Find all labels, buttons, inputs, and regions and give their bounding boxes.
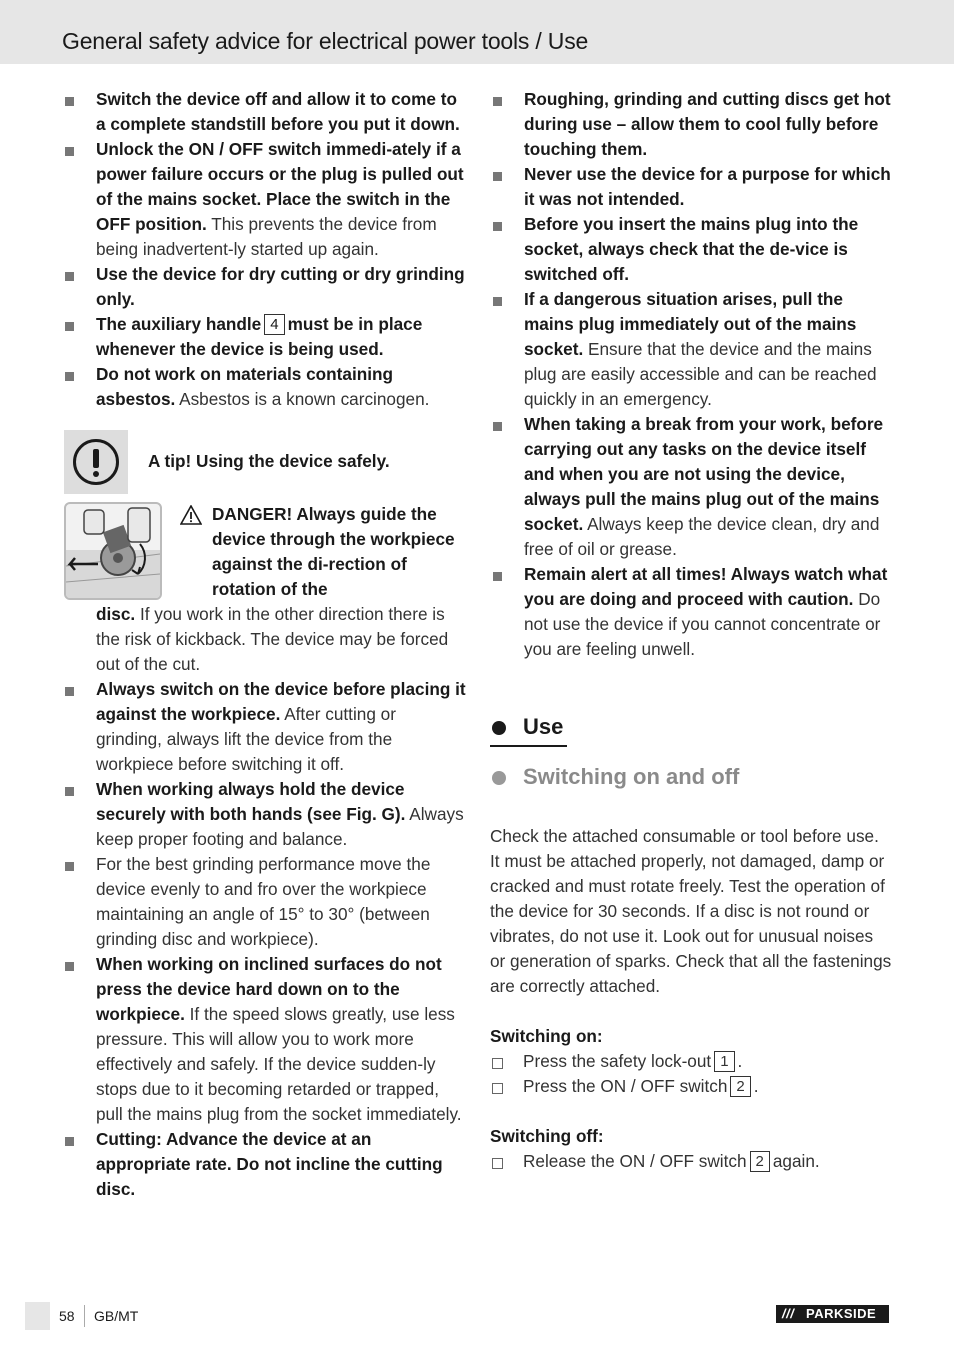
tip-heading [62,430,466,494]
footer-tab [25,1302,50,1330]
exclamation-circle-icon [64,430,128,494]
switching-off-heading: Switching off: [490,1126,604,1146]
list-item: When working always hold the device securely with both hands (see Fig. G). Always keep proper footing and balance. [62,777,466,852]
reference-number: 2 [730,1076,750,1097]
language-code: GB/MT [94,1308,139,1324]
page-header [0,0,954,64]
list-item: Use the device for dry cutting or dry grinding only. [62,262,466,312]
list-item: When taking a break from your work, before carrying out any tasks on the device itself and when you are not using the device, always pull the mains plug out of the mains socket. Always keep the device clean, dry and free of oil or grease. [490,412,892,562]
page-number: 58 [59,1308,75,1324]
step-item: Press the safety lock-out 1 . [490,1049,892,1074]
list-item: When working on inclined surfaces do not press the device hard down on to the workpiece. If the speed slows greatly, use less pressure. This will allow you to work more effectively and safely. If the device sudden-ly stops due to it becoming retarded or trapped, pull the mains plug from the socket immediately. [62,952,466,1127]
bullet-dot-icon [492,771,506,785]
brand-logo: /// PARKSIDE [776,1305,889,1323]
list-item: Remain alert at all times! Always watch what you are doing and proceed with caution. Do not use the device if you cannot concentrate or you are feeling unwell. [490,562,892,662]
heading-underline [490,745,567,747]
section-heading-switching: Switching on and off [490,764,892,794]
step-item: Press the ON / OFF switch 2 . [490,1074,892,1099]
reference-number: 2 [750,1151,770,1172]
tip-label: A tip! Using the device safely. [148,451,390,471]
footer-divider [84,1305,85,1327]
bullet-dot-icon [492,721,506,735]
list-item: Always switch on the device before placing it against the workpiece. After cutting or grinding, always lift the device from the workpiece before switching it off. [62,677,466,777]
list-item: Do not work on materials containing asbestos. Asbestos is a known carcinogen. [62,362,466,412]
kickback-illustration [64,502,162,600]
warning-triangle-icon [180,505,202,532]
reference-number: 1 [714,1051,734,1072]
list-item: If a dangerous situation arises, pull the mains plug immediately out of the mains socket. Ensure that the device and the mains plug are easily accessible and can be reached quickly in an emergency. [490,287,892,412]
list-item: Switch the device off and allow it to come to a complete standstill before you put it down. [62,87,466,137]
intro-paragraph: Check the attached consumable or tool before use. It must be attached properly, not damaged, damp or cracked and must rotate freely. Test the operation of the device for 30 seconds. If a disc is not round or vibrates, do not use it. Look out for unusual noises or generation of sparks. Check that all the fastenings are correctly attached. [490,826,892,996]
list-item: Roughing, grinding and cutting discs get hot during use – allow them to cool fully before touching them. [490,87,892,162]
danger-note: DANGER! Always guide the device through the workpiece against the di-rection of rotation of the disc. If you work in the other direction there is the risk of kickback. The device may be forced out of the cut. [62,502,466,677]
page-title: General safety advice for electrical power tools / Use [62,28,589,54]
left-column [62,87,466,1202]
list-item: The auxiliary handle 4 must be in place whenever the device is being used. [62,312,466,362]
section-heading-use: Use [490,714,892,744]
list-item: Never use the device for a purpose for which it was not intended. [490,162,892,212]
right-column [490,87,892,1174]
reference-number: 4 [264,314,284,335]
step-item: Release the ON / OFF switch 2 again. [490,1149,892,1174]
list-item: Before you insert the mains plug into the socket, always check that the de-vice is switched off. [490,212,892,287]
list-item: Cutting: Advance the device at an appropriate rate. Do not incline the cutting disc. [62,1127,466,1202]
switching-on-heading: Switching on: [490,1026,603,1046]
logo-slashes-icon: /// [782,1306,795,1321]
list-item: For the best grinding performance move the device evenly to and fro over the workpiece maintaining an angle of 15° to 30° (between grinding disc and workpiece). [62,852,466,952]
list-item: Unlock the ON / OFF switch immedi-ately if a power failure occurs or the plug is pulled out of the mains socket. Place the switch in the OFF position. This prevents the device from being inadvertent-ly started up again. [62,137,466,262]
